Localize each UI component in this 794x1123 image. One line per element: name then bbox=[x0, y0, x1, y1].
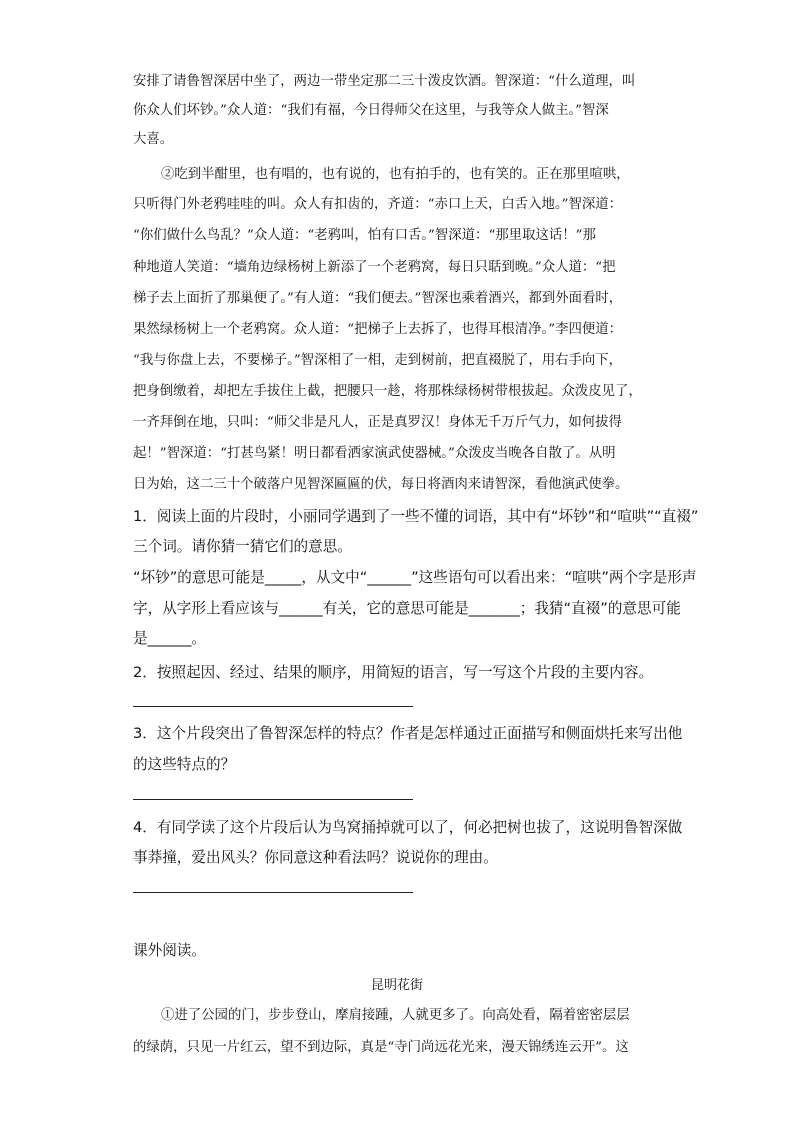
question-1-fill-blank: 是______。 bbox=[133, 630, 206, 647]
question-2-text: 2．按照起因、经过、结果的顺序，用简短的语言，写一写这个片段的主要内容。 bbox=[133, 664, 654, 681]
article-title: 昆明花街 bbox=[370, 978, 423, 993]
question-1-fill-blank: 字，从字形上看应该与______有关，它的意思可能是_______；我猜“直裰”的意思可能 bbox=[133, 600, 681, 617]
passage-line: 只听得门外老鸦哇哇的叫。众人有扣齿的，齐道：“赤口上天，白舌入地。”智深道： bbox=[133, 197, 623, 212]
passage-line: 安排了请鲁智深居中坐了，两边一带坐定那二三十泼皮饮酒。智深道：“什么道理，叫 bbox=[133, 74, 636, 89]
question-3-text: 3．这个片段突出了鲁智深怎样的特点？作者是怎样通过正面描写和侧面烘托来写出他 bbox=[133, 725, 683, 742]
passage-paragraph-start: ①进了公园的门，步步登山，摩肩接踵，人就更多了。向高处看，隔着密密层层 bbox=[161, 1008, 630, 1023]
passage-line: 起！”智深道：“打甚鸟紧！明日都看洒家演武使器械。”众泼皮当晚各自散了。从明 bbox=[133, 446, 616, 461]
question-1-text: 三个词。请你猜一猜它们的意思。 bbox=[133, 538, 352, 555]
question-4-text: 4．有同学读了这个片段后认为鸟窝捅掉就可以了，何必把树也拔了，这说明鲁智深做 bbox=[133, 819, 683, 836]
answer-line-q3[interactable] bbox=[133, 799, 413, 800]
question-3-text: 的这些特点的？ bbox=[133, 756, 236, 773]
answer-line-q2[interactable] bbox=[133, 706, 413, 707]
passage-line: “我与你盘上去，不要梯子。”智深相了一相，走到树前，把直裰脱了，用右手向下， bbox=[133, 353, 623, 368]
answer-line-q4[interactable] bbox=[133, 892, 413, 893]
question-1-text: 1．阅读上面的片段时，小丽同学遇到了一些不懂的词语，其中有“坏钞”和“喧哄”“直裰” bbox=[133, 508, 699, 525]
passage-line: 果然绿杨树上一个老鸦窝。众人道：“把梯子上去拆了，也得耳根清净。”李四便道： bbox=[133, 322, 623, 337]
passage-line: 你众人们坏钞。”众人道：“我们有福，今日得师父在这里，与我等众人做主。”智深 bbox=[133, 103, 609, 118]
passage-line: 的绿荫，只见一片红云，望不到边际，真是“寺门尚远花光来，漫天锦绣连云开”。这 bbox=[133, 1040, 629, 1055]
passage-line: “你们做什么鸟乱？”众人道：“老鸦叫，怕有口舌。”智深道：“那里取这话！”那 bbox=[133, 228, 596, 243]
passage-line: 把身倒缴着，却把左手拔住上截，把腰只一趁，将那株绿杨树带根拔起。众泼皮见了， bbox=[133, 384, 642, 399]
section-heading: 课外阅读。 bbox=[133, 942, 206, 959]
passage-line: 日为始，这二三十个破落户见智深匾匾的伏，每日将酒肉来请智深，看他演武使拳。 bbox=[133, 477, 629, 492]
passage-paragraph-start: ②吃到半酣里，也有唱的，也有说的，也有拍手的，也有笑的。正在那里喧哄， bbox=[161, 167, 630, 182]
passage-line: 大喜。 bbox=[133, 132, 174, 147]
question-1-fill-blank: “坏钞”的意思可能是_____，从文中“______”这些语句可以看出来：“喧哄”两个字是形声 bbox=[133, 569, 697, 586]
passage-line: 梯子去上面折了那巢便了。”有人道：“我们便去。”智深也乘着酒兴，都到外面看时， bbox=[133, 291, 623, 306]
question-4-text: 事莽撞，爱出风头？你同意这种看法吗？说说你的理由。 bbox=[133, 849, 498, 866]
passage-line: 一齐拜倒在地，只叫：“师父非是凡人，正是真罗汉！身体无千万斤气力，如何拔得 bbox=[133, 415, 622, 430]
passage-line: 种地道人笑道：“墙角边绿杨树上新添了一个老鸦窝，每日只聒到晚。”众人道：“把 bbox=[133, 260, 616, 275]
